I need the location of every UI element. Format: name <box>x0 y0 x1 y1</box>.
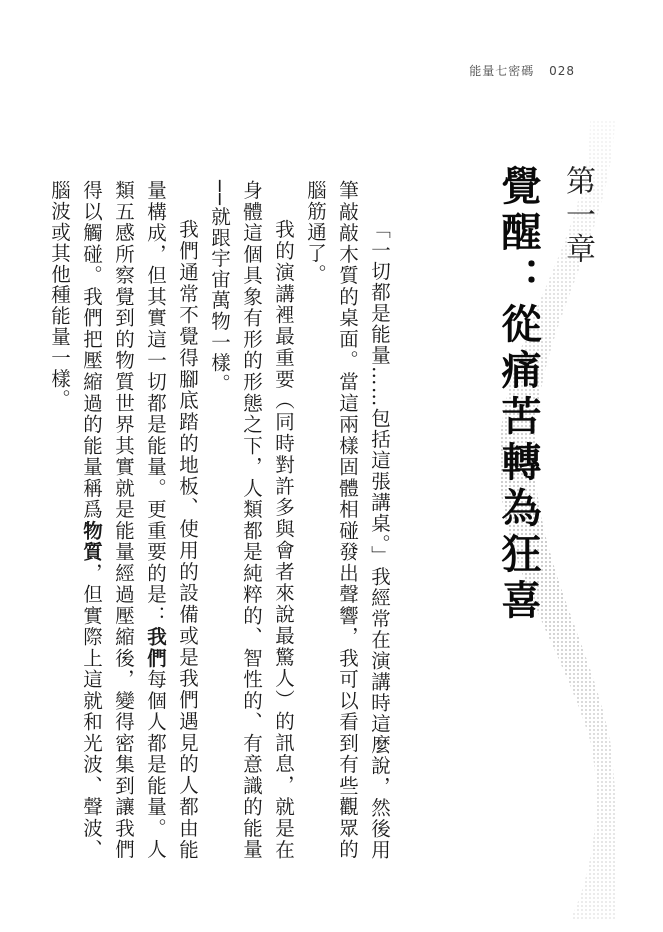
emphasis-matter: 物質 <box>80 520 103 563</box>
emphasis-we: 我們 <box>144 626 167 669</box>
paragraph-3 <box>43 180 203 860</box>
chapter-number: 第一章 <box>560 165 595 267</box>
chapter-heading <box>490 165 599 625</box>
paragraph-3-text-a: 我們通常不覺得腳底踏的地板、使用的設備或是我們遇見的人都由能量構成，但其實這一切都是能量。更重要的是： <box>144 180 199 860</box>
paragraph-2: 我的演講裡最重要（同時對許多與會者來說最驚人）的訊息，就是在身體這個具象有形的形態之下，人類都是純粹的、智性的、有意識的能量──就跟宇宙萬物一樣。 <box>208 180 295 860</box>
chapter-title: 覺醒：從痛苦轉為狂喜 <box>495 165 541 625</box>
paragraph-3-text-b: 每個人都是能量。人類五感所察覺到的物質世界其實就是能量經過壓縮後，變得密集到讓我們得以觸碰。我們把壓縮過的能量稱爲 <box>80 180 167 860</box>
running-header <box>469 62 575 79</box>
body-text <box>48 180 395 860</box>
book-title: 能量七密碼 <box>469 64 535 78</box>
page-number: 028 <box>549 64 575 78</box>
paragraph-1: 「一切都是能量……包括這張講桌。」我經常在演講時這麼說，然後用筆敲敲木質的桌面。當這兩樣固體相碰發出聲響，我可以看到有些觀眾的腦筋通了。 <box>304 180 391 860</box>
paragraph-3-text-c: ，但實際上這就和光波、聲波、腦波或其他種能量一樣。 <box>48 180 103 860</box>
